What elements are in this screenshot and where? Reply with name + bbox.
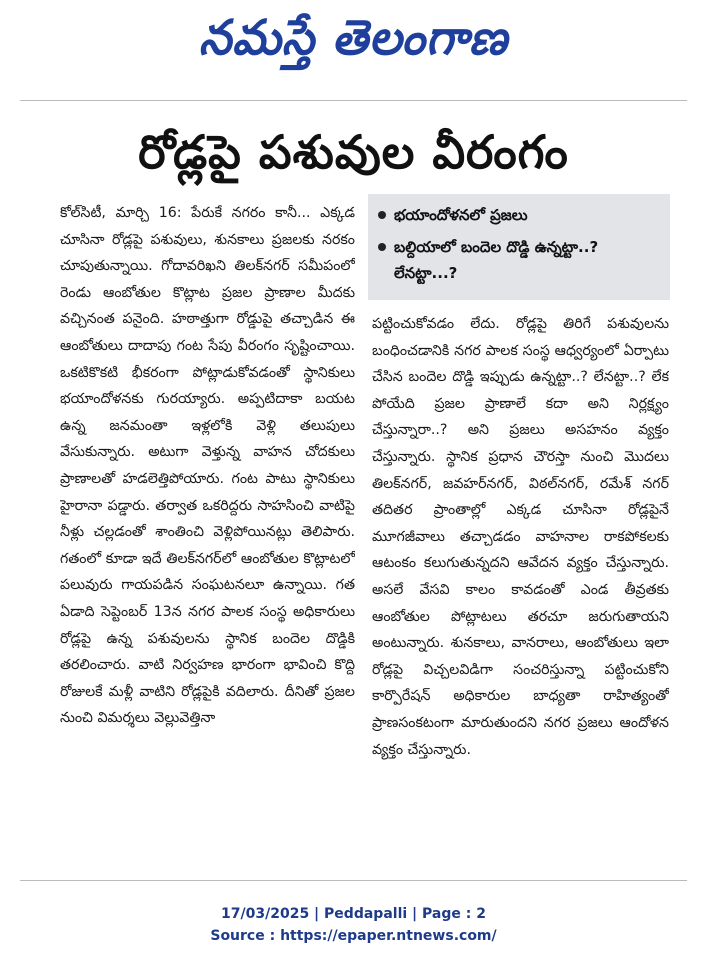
article-headline: రోడ్లపై పశువుల వీరంగం <box>138 125 569 179</box>
highlight-item <box>378 234 663 286</box>
highlight-text: భయాందోళనలో ప్రజలు <box>394 206 528 224</box>
newspaper-logo: నమస్తే తెలంగాణ <box>198 8 509 66</box>
article-right-column: పట్టించుకోవడం లేదు. రోడ్లపై తిరిగే పశువులను బంధించడానికి నగర పాలక సంస్థ ఆధ్వర్యంలో ఏర్పాటు చేసిన బందెల దొడ్డి ఇప్పుడు ఉన్నట్టా..? లేనట్టా..? లేక పోయేది ప్రజల ప్రాణాలే కదా అని నిర్లక్ష్యం చేస్తున్నారా..? అని ప్రజలు అసహనం వ్యక్తం చేస్తున్నారు. స్థానిక ప్రధాన చౌరస్తా నుంచి మొదలు తిలక్‌నగర్, జవహర్‌నగర్, విఠల్‌నగర్, రమేశ్ నగర్ తదితర ప్రాంతాల్లో ఎక్కడ చూసినా రోడ్లపైనే మూగజీవాలు తచ్చాడడం వాహనాల రాకపోకలకు ఆటంకం కలుగుతున్నదని ఆవేదన వ్యక్తం చేస్తున్నారు. అసలే వేసవి కాలం కావడంతో ఎండ తీవ్రతకు ఆంబోతుల పోట్లాటలు తరచూ జరుగుతాయని అంటున్నారు. శునకాలు, వానరాలు, ఆంబోతులు ఇలా రోడ్లపై విచ్చలవిడిగా సంచరిస్తున్నా పట్టించుకోని కార్పొరేషన్ అధికారుల బాధ్యతా రాహిత్యంతో ప్రాణసంకటంగా మారుతుందని నగర ప్రజలు ఆందోళన వ్యక్తం చేస్తున్నారు. <box>372 316 669 758</box>
article-left-column: కోల్‌సిటీ, మార్చి 16: పేరుకే నగరం కానీ... ఎక్కడ చూసినా రోడ్లపై పశువులు, శునకాలు ప్రజలకు నరకం చూపుతున్నాయి. గోదావరిఖని తిలక్‌నగర్ సమీపంలో రెండు ఆంబోతుల కొట్లాట ప్రజల ప్రాణాల మీదకు వచ్చినంత పనైంది. హఠాత్తుగా రోడ్డుపై తచ్చాడిన ఈ ఆంబోతులు దాదాపు గంట సేపు వీరంగం సృష్టించాయి. ఒకటికొకటి భీకరంగా పోట్లాడుకోవడంతో స్థానికులు భయాందోళనకు గురయ్యారు. అప్పటిదాకా బయట ఉన్న జనమంతా ఇళ్లలోకి వెళ్లి తలుపులు వేసుకున్నారు. అటుగా వెళ్తున్న వాహన చోదకులు ప్రాణాలతో హడలెత్తిపోయారు. గంట పాటు స్థానికులు హైరానా పడ్డారు. తర్వాత ఒకరిద్దరు సాహసించి వాటిపై నీళ్లు చల్లడంతో శాంతించి వెళ్లిపోయినట్లు తెలిపారు. గతంలో కూడా ఇదే తిలక్‌నగర్‌లో ఆంబోతుల కొట్లాటలో పలువురు గాయపడిన సంఘటనలూ ఉన్నాయి. గత ఏడాది సెప్టెంబర్ 13న నగర పాలక సంస్థ అధికారులు రోడ్లపై ఉన్న పశువులను స్థానిక బందెల దొడ్డికి తరలించారు. వాటి నిర్వహణ భారంగా భావించి కొద్ది రోజులకే మళ్లీ వాటిని రోడ్లపైకి వదిలారు. దీనితో ప్రజల నుంచి విమర్శలు వెల్లువెత్తినా <box>60 205 355 727</box>
footer-divider <box>20 880 687 881</box>
header-divider <box>20 100 687 101</box>
footer-date-edition: 17/03/2025 | Peddapalli | Page : 2 <box>221 906 486 922</box>
highlights-box <box>368 194 670 300</box>
highlight-item <box>378 202 663 228</box>
bullet-icon <box>378 243 386 251</box>
footer-source: Source : https://epaper.ntnews.com/ <box>210 928 497 944</box>
bullet-icon <box>378 211 386 219</box>
highlight-text: బల్దియాలో బందెల దొడ్డి ఉన్నట్టా..? లేనట్టా...? <box>394 238 599 282</box>
masthead <box>0 6 707 68</box>
